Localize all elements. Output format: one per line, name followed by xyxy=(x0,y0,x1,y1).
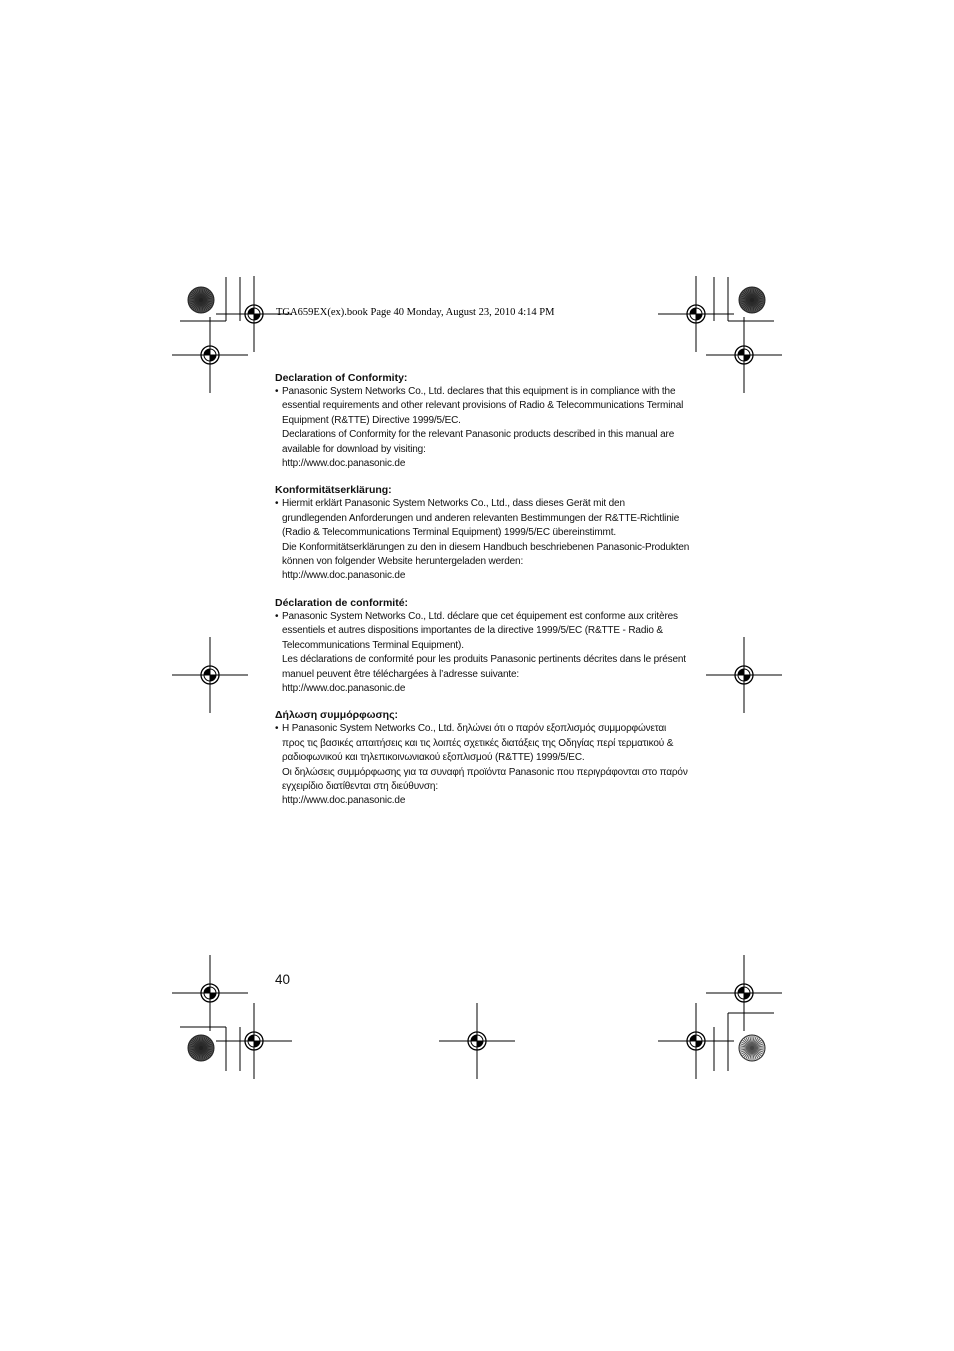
section-heading: Declaration of Conformity: xyxy=(275,372,408,384)
section-paragraph xyxy=(275,497,690,540)
url-link[interactable]: http://www.doc.panasonic.de xyxy=(282,458,406,470)
paragraph-text: Panasonic System Networks Co., Ltd. declares that this equipment is in compliance with the essential requirements and other relevant provisions of Radio & Telecommunications Terminal Equipment (R&TTE) Directive 1999/5/EC. xyxy=(282,386,684,426)
section-paragraph: Les déclarations de conformité pour les produits Panasonic pertinents décrites dans le présent manuel peuvent être téléchargées à l’adresse suivante: xyxy=(282,654,686,680)
section-paragraph xyxy=(275,722,690,765)
section-paragraph xyxy=(275,385,690,428)
url-link[interactable]: http://www.doc.panasonic.de xyxy=(282,682,406,694)
registration-mark-icon xyxy=(216,1003,292,1079)
paragraph-text: Hiermit erklärt Panasonic System Networks Co., Ltd., dass dieses Gerät mit den grundlegenden Anforderungen und anderen relevanten Bestimmungen der R&TTE-Richtlinie (Radio & Telecommunications Terminal Equipment) 1999/5/EC übereinstimmt. xyxy=(282,498,680,539)
section-declaration-en xyxy=(275,371,690,471)
star-target-icon xyxy=(188,287,214,313)
bullet: • xyxy=(275,386,279,397)
section-heading: Δήλωση συμμόρφωσης: xyxy=(275,709,399,722)
document-body xyxy=(275,371,690,821)
star-target-icon xyxy=(739,287,765,313)
url-link[interactable]: http://www.doc.panasonic.de xyxy=(282,795,406,807)
section-declaration-de xyxy=(275,483,690,583)
registration-mark-icon xyxy=(706,317,782,393)
star-target-icon xyxy=(188,1035,214,1061)
bullet: • xyxy=(275,723,279,735)
url-link[interactable]: http://www.doc.panasonic.de xyxy=(282,570,406,582)
registration-mark-icon xyxy=(172,317,248,393)
star-target-icon xyxy=(739,1035,765,1061)
bullet: • xyxy=(275,610,279,622)
book-info-header: TGA659EX(ex).book Page 40 Monday, August 23, 2010 4:14 PM xyxy=(276,307,555,318)
section-heading: Déclaration de conformité: xyxy=(275,596,409,609)
paragraph-text: H Panasonic System Networks Co., Ltd. δηλώνει ότι ο παρόν εξοπλισμός συμμορφώνεται προς τις βασικές απαιτήσεις και τις λοιπές σχετικές διατάξεις της Οδηγίας περί τερματικού & ραδιοφωνικού και τηλεπικοινωνιακού εξοπλισμού (R&TTE) 1999/5/EC. xyxy=(282,723,674,764)
registration-mark-icon xyxy=(172,637,248,713)
bullet: • xyxy=(275,498,279,510)
section-declaration-el xyxy=(275,708,690,808)
registration-mark-icon xyxy=(706,955,782,1031)
page-number: 40 xyxy=(275,972,291,987)
registration-mark-icon xyxy=(658,276,734,352)
registration-mark-icon xyxy=(706,637,782,713)
section-paragraph: Οι δηλώσεις συμμόρφωσης για τα συναφή προϊόντα Panasonic που περιγράφονται στο παρόν εγχειρίδιο διατίθενται στη διεύθυνση: xyxy=(282,766,688,792)
section-paragraph xyxy=(275,610,690,653)
paragraph-text: Panasonic System Networks Co., Ltd. déclare que cet équipement est conforme aux critères essentiels et autres dispositions importantes de la directive 1999/5/EC (R&TTE - Radio & Telecommunications Terminal Equipment). xyxy=(282,610,678,651)
registration-mark-icon xyxy=(172,955,248,1031)
section-paragraph: Die Konformitätserklärungen zu den in diesem Handbuch beschriebenen Panasonic-Produkten können von folgender Website heruntergeladen werden: xyxy=(282,541,690,568)
registration-mark-icon xyxy=(439,1003,515,1079)
section-paragraph: Declarations of Conformity for the relevant Panasonic products described in this manual are available for download by visiting: xyxy=(282,429,675,455)
registration-mark-icon xyxy=(658,1003,734,1079)
section-heading: Konformitätserklärung: xyxy=(275,484,392,497)
section-declaration-fr xyxy=(275,596,690,696)
